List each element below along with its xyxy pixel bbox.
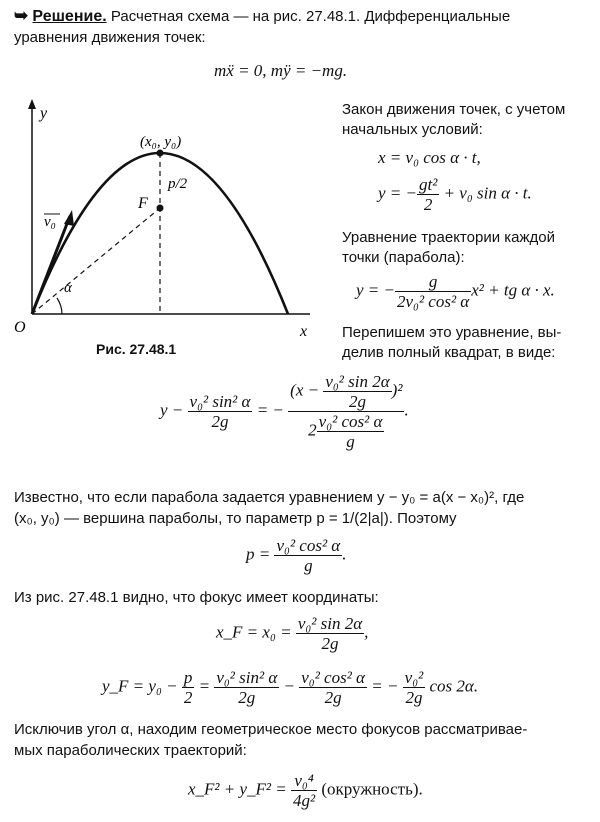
rewrite-text-2: делив полный квадрат, в виде: — [342, 344, 556, 361]
solution-header — [14, 6, 510, 27]
header-text-line-2: уравнения движения точек: — [14, 29, 206, 46]
velocity-arrow-icon — [64, 210, 74, 226]
paragraph-2-line-2: (x₀, y₀) — вершина параболы, то параметр p = 1/(2|a|). Поэтому — [14, 510, 457, 527]
trajectory-text-1: Уравнение траектории каждой — [342, 229, 555, 246]
figure-caption: Рис. 27.48.1 — [96, 341, 177, 357]
half-p-label: p/2 — [168, 176, 188, 192]
equation-x-of-t: x = v₀ cos α · t, — [378, 148, 481, 167]
law-text-1: Закон движения точек, с учетом — [342, 101, 566, 118]
y-axis-arrow-icon — [28, 99, 36, 109]
velocity-vector — [32, 216, 70, 314]
equation-focus-locus: x_F² + y_F² = $\frac{\text{v₀⁴}}{\text{4g²}}$ (окружность). — [188, 771, 423, 810]
angle-arc — [57, 298, 62, 314]
origin-label: O — [14, 319, 26, 336]
paragraph-2-line-1: Известно, что если парабола задается уравнением y − y₀ = a(x − x₀)², где — [14, 489, 525, 506]
y-axis-label: y — [40, 105, 48, 122]
vertex-label: (x₀, y₀) — [140, 134, 182, 150]
equation-trajectory: y = − $\frac{g}{\text{2v₀² cos² α}}$ x² + tg α · x. — [356, 272, 555, 311]
header-text-line-1: Расчетная схема — на рис. 27.48.1. Дифференциальные — [110, 8, 511, 25]
equation-motion: mẍ = 0, mÿ = −mg. — [214, 61, 348, 80]
equation-parameter-p: p = $\frac{\text{v₀² cos² α}}{g}$ . — [246, 536, 347, 575]
solution-title: Решение. — [32, 8, 107, 25]
vertex-point — [157, 150, 164, 157]
focus-label: F — [138, 195, 148, 212]
paragraph-4-line-2: мых параболических траекторий: — [14, 742, 247, 759]
x-axis-label: x — [300, 323, 308, 340]
paragraph-3: Из рис. 27.48.1 видно, что фокус имеет координаты: — [14, 589, 379, 606]
equation-focus-y: y_F = y₀ − $\frac{p}{2}$ = $\frac{\text{v₀² sin² α}}{2g}$ − $\frac{\text{v₀² cos² α}}{2g}$ = − $\frac{\text{v₀²}}{2g}$ cos 2α. — [102, 668, 479, 707]
trajectory-text-2: точки (парабола): — [342, 249, 465, 266]
law-text-2: начальных условий: — [342, 121, 483, 138]
velocity-label: v₀ — [44, 214, 56, 230]
equation-focus-x: x_F = x₀ = $\frac{\text{v₀² sin 2α}}{2g}$ , — [216, 614, 369, 653]
rewrite-text-1: Перепишем это уравнение, вы- — [342, 324, 562, 341]
equation-y-of-t: y = − $\frac{\text{gt²}}{2}$ + v₀ sin α · t. — [378, 175, 532, 214]
right-arrow-icon: ➥ — [14, 6, 29, 25]
angle-label: α — [64, 280, 72, 296]
paragraph-4-line-1: Исключив угол α, находим геометрическое место фокусов рассматривае- — [14, 721, 528, 738]
trajectory-figure — [10, 96, 330, 354]
equation-completed-square: y − $\frac{\text{v₀² sin² α}}{2g}$ = − (x − $\frac{\text{v₀² sin 2α}}{2g}$ )² 2 $\frac{\text{v₀² cos² α}}{g}$ . — [160, 372, 409, 451]
focus-point — [157, 205, 164, 212]
